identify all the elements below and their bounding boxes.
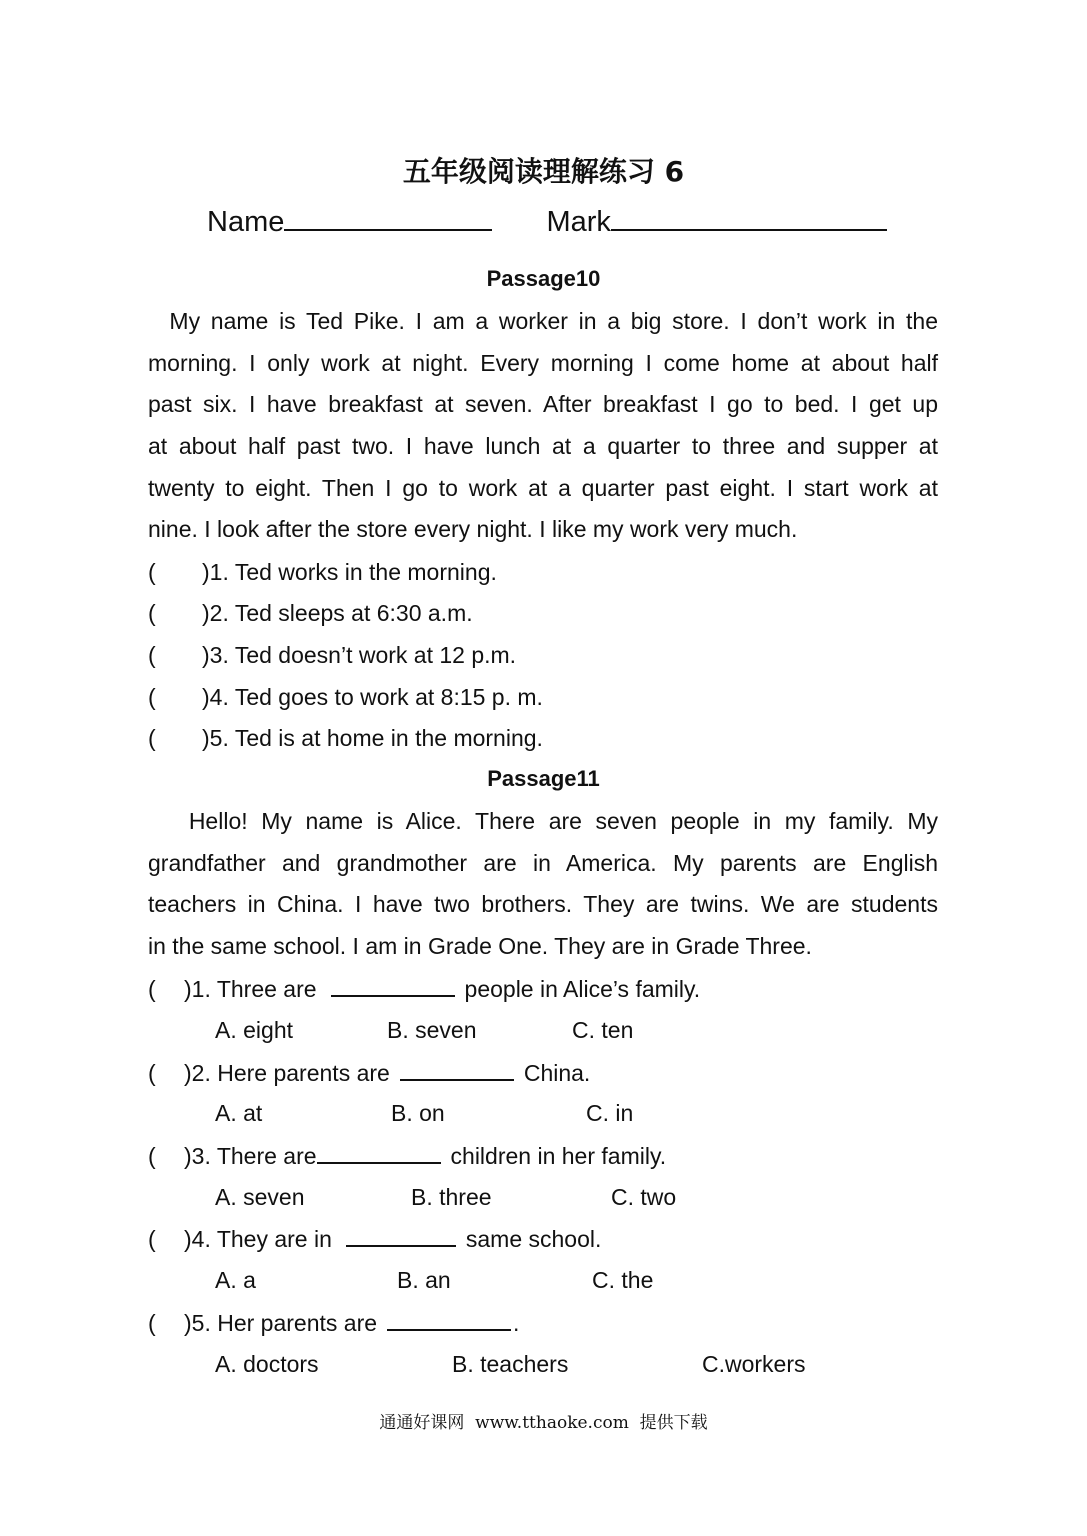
answer-blank[interactable] <box>387 1309 511 1331</box>
p10-question-4: ( )4. Ted goes to work at 8:15 p. m. <box>148 684 543 710</box>
passage11-line: in the same school. I am in Grade One. They are in Grade Three. <box>148 933 812 960</box>
option-c[interactable]: C. two <box>611 1184 677 1210</box>
passage11-line: Hello! My name is Alice. There are seven people in my family. My <box>148 808 938 834</box>
option-c[interactable]: C. ten <box>572 1017 634 1043</box>
option-c[interactable]: C.workers <box>702 1351 806 1377</box>
passage11-text <box>148 801 938 968</box>
passage11-line: grandfather and grandmother are in America. My parents are English <box>148 849 938 876</box>
mark-label: Mark <box>546 206 611 238</box>
answer-paren[interactable]: ( <box>148 684 156 710</box>
passage10-line: nine. I look after the store every night. I like my work very much. <box>148 516 798 543</box>
p10-question-2: ( )2. Ted sleeps at 6:30 a.m. <box>148 600 473 626</box>
option-a[interactable]: A. at <box>215 1100 263 1126</box>
p11-question-4: ( )4. They are in same school. <box>148 1226 602 1252</box>
passage10-line: past six. I have breakfast at seven. After breakfast I go to bed. I get up <box>148 391 938 418</box>
passage11-line: teachers in China. I have two brothers. They are twins. We are students <box>148 891 938 918</box>
answer-paren[interactable]: ( <box>148 642 156 668</box>
passage10-line: My name is Ted Pike. I am a worker in a big store. I don’t work in the <box>148 308 938 334</box>
answer-blank[interactable] <box>346 1225 456 1247</box>
answer-paren[interactable]: ( <box>148 1226 156 1252</box>
answer-paren[interactable]: ( <box>148 600 156 626</box>
name-label: Name <box>207 206 285 238</box>
p10-question-1: ( )1. Ted works in the morning. <box>148 559 497 585</box>
passage10-line: morning. I only work at night. Every morning I come home at about half <box>148 349 938 376</box>
p11-question-3: ( )3. There are children in her family. <box>148 1143 667 1169</box>
option-c[interactable]: C. in <box>586 1100 634 1126</box>
option-b[interactable]: B. teachers <box>452 1351 569 1377</box>
answer-paren[interactable]: ( <box>148 1060 156 1086</box>
answer-paren[interactable]: ( <box>148 559 156 585</box>
answer-paren[interactable]: ( <box>148 725 156 751</box>
p11-question-5: ( )5. Her parents are . <box>148 1310 520 1336</box>
page-title: 五年级阅读理解练习 6 <box>402 155 685 188</box>
answer-blank[interactable] <box>400 1059 514 1081</box>
passage10-text <box>148 301 938 551</box>
option-b[interactable]: B. an <box>397 1267 451 1293</box>
name-blank[interactable] <box>284 205 492 231</box>
passage10-heading: Passage10 <box>486 266 601 291</box>
p11-question-2: ( )2. Here parents are China. <box>148 1060 591 1086</box>
option-a[interactable]: A. eight <box>215 1017 293 1043</box>
p10-question-5: ( )5. Ted is at home in the morning. <box>148 725 543 751</box>
passage10-line: twenty to eight. Then I go to work at a quarter past eight. I start work at <box>148 474 938 501</box>
option-c[interactable]: C. the <box>592 1267 654 1293</box>
answer-paren[interactable]: ( <box>148 976 156 1002</box>
mark-blank[interactable] <box>611 205 887 231</box>
name-mark-row <box>207 205 887 239</box>
option-b[interactable]: B. on <box>391 1100 445 1126</box>
option-a[interactable]: A. seven <box>215 1184 305 1210</box>
passage10-line: at about half past two. I have lunch at a quarter to three and supper at <box>148 433 938 460</box>
passage11-heading: Passage11 <box>487 766 600 791</box>
option-a[interactable]: A. a <box>215 1267 256 1293</box>
answer-blank[interactable] <box>331 975 455 997</box>
p11-question-1: ( )1. Three are people in Alice’s family. <box>148 976 701 1002</box>
answer-paren[interactable]: ( <box>148 1143 156 1169</box>
option-b[interactable]: B. seven <box>387 1017 477 1043</box>
footer-credit: 通通好课网 www.tthaoke.com 提供下载 <box>379 1413 708 1433</box>
answer-blank[interactable] <box>317 1142 441 1164</box>
p10-question-3: ( )3. Ted doesn’t work at 12 p.m. <box>148 642 517 668</box>
option-b[interactable]: B. three <box>411 1184 492 1210</box>
answer-paren[interactable]: ( <box>148 1310 156 1336</box>
option-a[interactable]: A. doctors <box>215 1351 319 1377</box>
